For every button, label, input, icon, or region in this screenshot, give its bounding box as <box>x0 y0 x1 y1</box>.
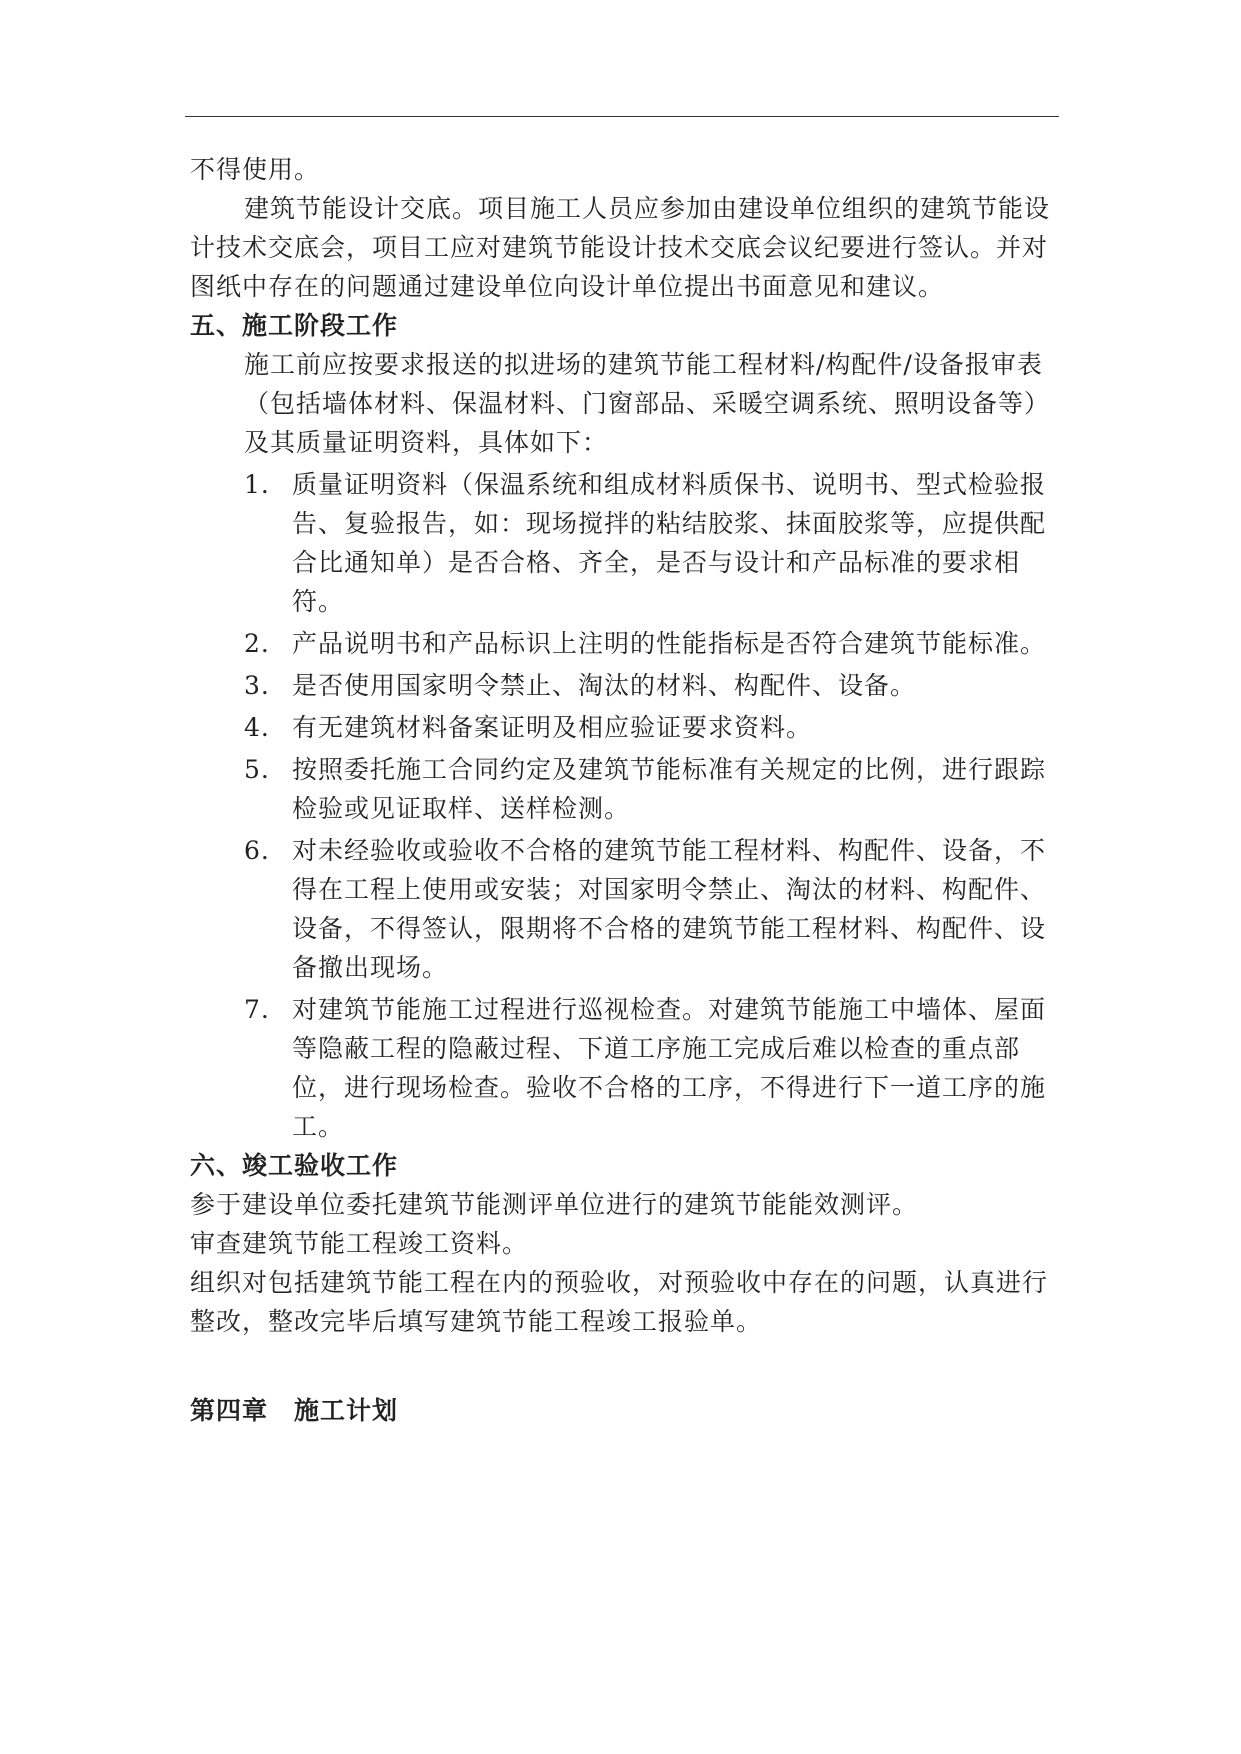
chapter-heading: 第四章 施工计划 <box>190 1396 399 1425</box>
list-item-text: 对建筑节能施工过程进行巡视检查。对建筑节能施工中墙体、屋面等隐蔽工程的隐蔽过程、下道工序施工完成后难以检查的重点部位，进行现场检查。验收不合格的工序，不得进行下一道工序的施工。 <box>292 995 1047 1141</box>
section-5-list <box>190 465 1060 1146</box>
list-item-number: 7. <box>244 995 270 1024</box>
list-item-text: 按照委托施工合同约定及建筑节能标准有关规定的比例，进行跟踪检验或见证取样、送样检测。 <box>292 755 1047 823</box>
section-6-paragraph-3: 组织对包括建筑节能工程在内的预验收，对预验收中存在的问题，认真进行整改，整改完毕后填写建筑节能工程竣工报验单。 <box>190 1268 1049 1336</box>
section-6-heading: 六、竣工验收工作 <box>190 1151 399 1180</box>
section-5-heading: 五、施工阶段工作 <box>190 311 399 340</box>
list-item-number: 3. <box>244 671 270 700</box>
list-item <box>190 831 1060 987</box>
intro-paragraph-1: 不得使用。 <box>190 155 321 184</box>
list-item-number: 5. <box>244 755 270 784</box>
list-item-text: 是否使用国家明令禁止、淘汰的材料、构配件、设备。 <box>292 671 917 700</box>
list-item <box>190 624 1060 663</box>
list-item-text: 产品说明书和产品标识上注明的性能指标是否符合建筑节能标准。 <box>292 629 1047 658</box>
section-5-intro: 施工前应按要求报送的拟进场的建筑节能工程材料/构配件/设备报审表（包括墙体材料、保温材料、门窗部品、采暖空调系统、照明设备等）及其质量证明资料，具体如下： <box>244 350 1051 457</box>
list-item <box>190 465 1060 621</box>
list-item-text: 质量证明资料（保温系统和组成材料质保书、说明书、型式检验报告、复验报告，如：现场搅拌的粘结胶浆、抹面胶浆等，应提供配合比通知单）是否合格、齐全，是否与设计和产品标准的要求相符。 <box>292 470 1047 616</box>
list-item <box>190 750 1060 828</box>
list-item <box>190 708 1060 747</box>
section-6-paragraph-1: 参于建设单位委托建筑节能测评单位进行的建筑节能能效测评。 <box>190 1190 919 1219</box>
list-item-text: 对未经验收或验收不合格的建筑节能工程材料、构配件、设备，不得在工程上使用或安装；对国家明令禁止、淘汰的材料、构配件、设备，不得签认，限期将不合格的建筑节能工程材料、构配件、设备撤出现场。 <box>292 836 1047 982</box>
list-item-number: 1. <box>244 470 270 499</box>
list-item-number: 6. <box>244 836 270 865</box>
list-item-number: 4. <box>244 713 270 742</box>
section-6-paragraph-2: 审查建筑节能工程竣工资料。 <box>190 1229 529 1258</box>
header-rule <box>185 116 1059 117</box>
list-item-text: 有无建筑材料备案证明及相应验证要求资料。 <box>292 713 813 742</box>
list-item-number: 2. <box>244 629 270 658</box>
document-body <box>190 150 1060 1430</box>
list-item <box>190 666 1060 705</box>
intro-paragraph-2: 建筑节能设计交底。项目施工人员应参加由建设单位组织的建筑节能设计技术交底会，项目工应对建筑节能设计技术交底会议纪要进行签认。并对图纸中存在的问题通过建设单位向设计单位提出书面意见和建议。 <box>190 194 1051 301</box>
list-item <box>190 990 1060 1146</box>
